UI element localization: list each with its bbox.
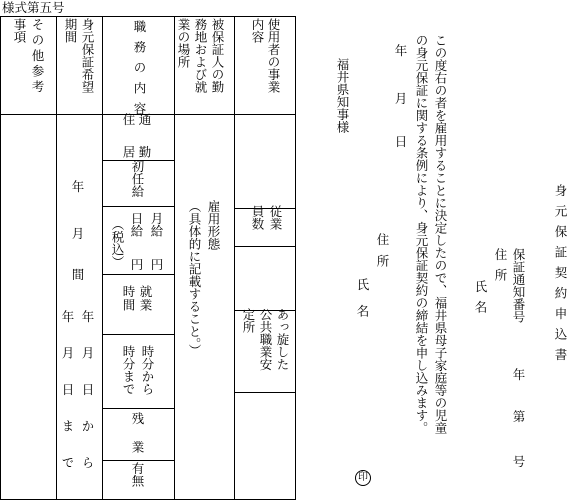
employees-label-1: 従業 xyxy=(268,205,283,230)
employment-type-note: （具体的に記載すること。） xyxy=(187,200,202,357)
header-period-line2: 期間 xyxy=(63,18,78,43)
referral-line1: あっ旋した xyxy=(275,308,290,371)
work-hours-from: 時分から xyxy=(140,345,155,395)
period-months: 月 xyxy=(70,227,85,240)
notice-number: 第 xyxy=(511,410,526,423)
seal-mark: 印 xyxy=(355,470,371,486)
header-duties: 職務の内容 xyxy=(132,20,147,123)
period-span-label: 間 xyxy=(70,268,85,281)
duties-row-divider xyxy=(102,206,174,207)
header-business-line1: 使用者の事業 xyxy=(266,18,281,93)
col-divider xyxy=(234,17,235,499)
tax-note: （税込） xyxy=(110,218,125,268)
commute-label-1: 通勤 xyxy=(137,113,152,178)
duties-row-divider xyxy=(102,408,174,409)
referral-line3: 定所 xyxy=(241,308,256,333)
col-divider xyxy=(174,17,175,499)
recipient: 福井県知事様 xyxy=(335,58,350,133)
date-year: 年 xyxy=(393,44,408,57)
overtime-label: 残業 xyxy=(130,412,145,469)
header-location-line3: 業の場所 xyxy=(176,18,191,68)
daily-pay-label: 日給 xyxy=(129,212,144,237)
employees-label-2: 員数 xyxy=(250,205,265,230)
commute-label-2: 住居 xyxy=(121,113,136,178)
monthly-pay-unit: 円 xyxy=(149,258,164,271)
header-period-line1: 身元保証希望 xyxy=(80,18,95,93)
monthly-pay-label: 月給 xyxy=(149,212,164,237)
document-title: 身元保証契約申込書 xyxy=(553,184,568,369)
duties-row-divider xyxy=(102,334,174,335)
header-location-line2: 務地および就 xyxy=(193,18,208,93)
date-month: 月 xyxy=(393,92,408,105)
notice-number-label: 保証通知番号 xyxy=(511,248,526,323)
header-other-line1: その他参考 xyxy=(30,18,45,96)
notice-year: 年 xyxy=(511,368,526,381)
body-text-line1: この度右の者を雇用することに決定したので、福井県母子家庭等の児童 xyxy=(433,34,448,434)
duties-row-divider xyxy=(102,274,174,275)
work-hours-label-1: 就業 xyxy=(138,285,153,312)
applicant-address-label: 住所 xyxy=(493,248,508,289)
body-text-line2: の身元保証に関する条例により、身元保証契約の締結を申し込みます。 xyxy=(414,34,429,434)
header-other-line2: 事項 xyxy=(12,18,27,43)
form-number: 様式第五号 xyxy=(2,0,65,15)
date-day: 日 xyxy=(393,135,408,148)
col-divider xyxy=(102,17,103,499)
employer-name-label: 氏名 xyxy=(355,278,370,331)
applicant-name-label: 氏名 xyxy=(473,280,488,321)
business-row-divider xyxy=(234,246,295,247)
notice-number-suffix: 号 xyxy=(511,455,526,468)
referral-line2: 公共職業安 xyxy=(258,308,273,371)
header-location-line1: 被保証人の勤 xyxy=(210,18,225,93)
period-years: 年 xyxy=(70,180,85,193)
work-hours-to: 時分まで xyxy=(121,345,136,395)
work-hours-label-2: 時間 xyxy=(121,285,136,312)
period-to: 年月日まで xyxy=(60,310,75,493)
header-business-line2: 内容 xyxy=(250,18,265,43)
starting-pay-label: 初任給 xyxy=(130,160,145,198)
overtime-value: 有無 xyxy=(130,462,145,487)
employer-address-label: 住所 xyxy=(375,233,390,276)
col-divider xyxy=(56,17,57,499)
business-row-divider xyxy=(234,392,295,393)
employment-type-label: 雇用形態 xyxy=(206,200,221,250)
daily-pay-unit: 円 xyxy=(129,258,144,271)
period-from: 年月日から xyxy=(80,310,95,493)
